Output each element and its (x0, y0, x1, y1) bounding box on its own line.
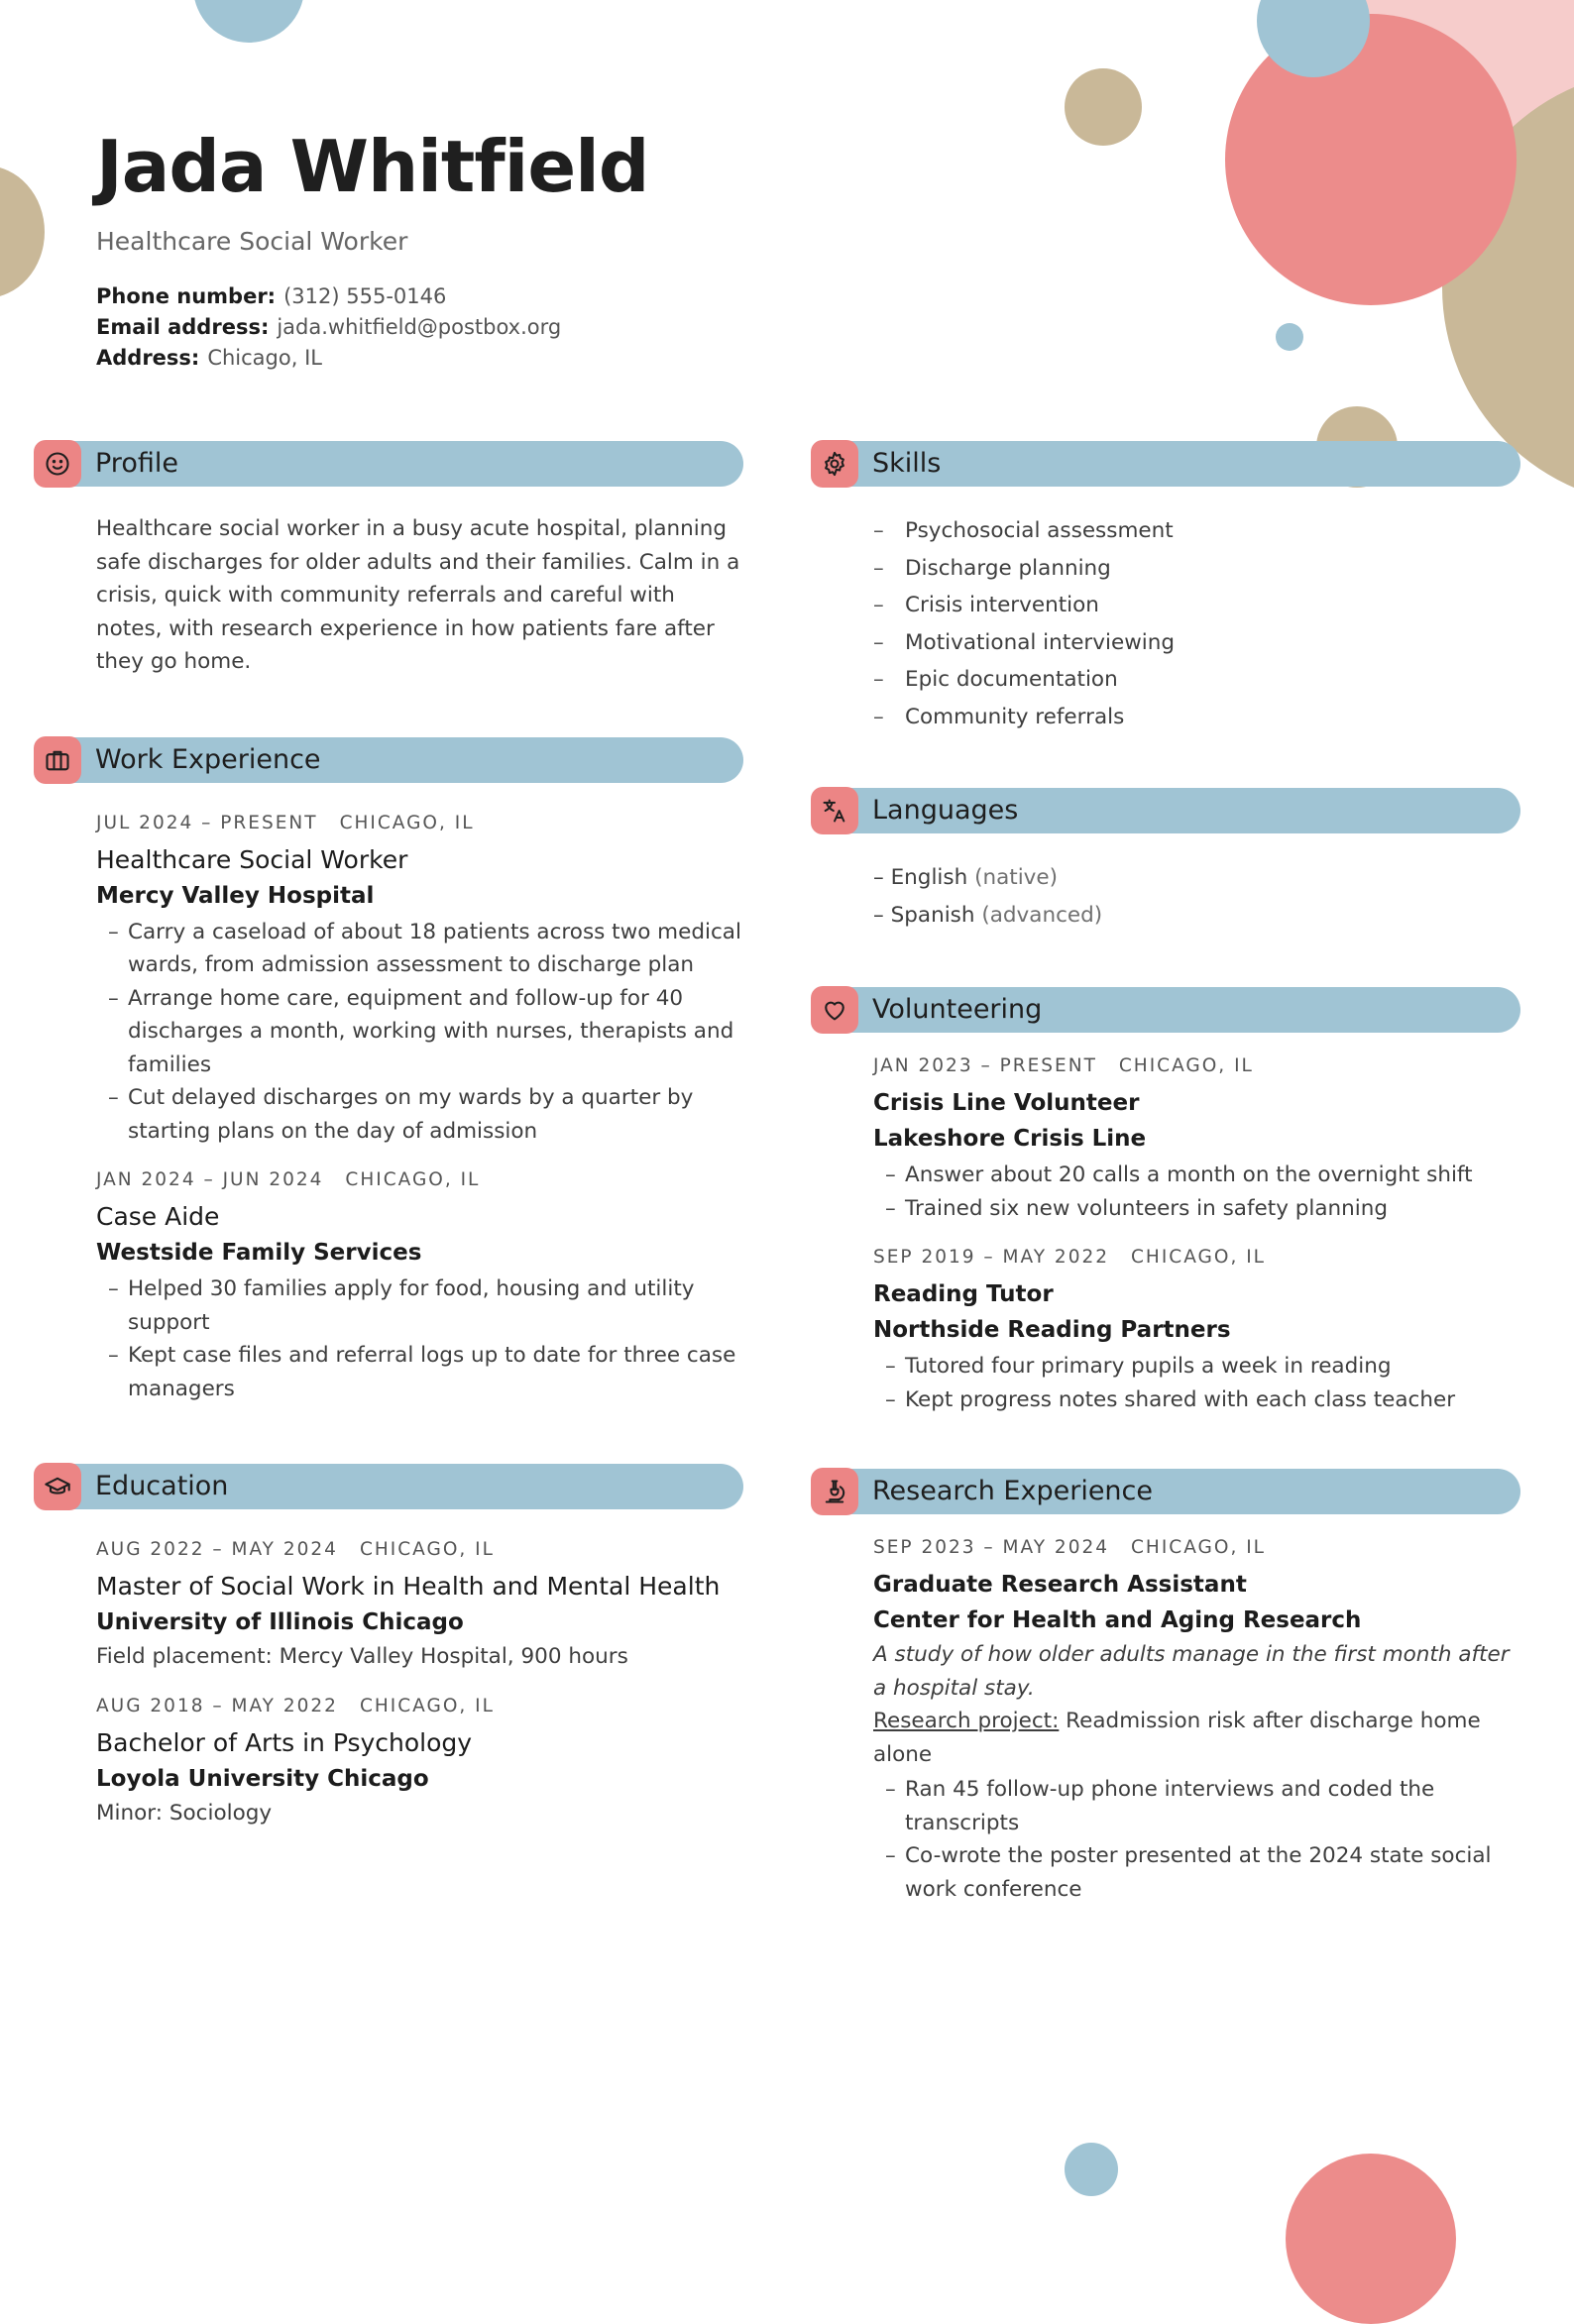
entry-dates: SEP 2019 – MAY 2022 (873, 1247, 1110, 1268)
languages-list (873, 859, 1520, 935)
contact-label: Phone number: (96, 284, 277, 308)
graduation-cap-icon (34, 1463, 81, 1510)
list-item: – Psychosocial assessment (873, 512, 1520, 550)
entry-note: Field placement: Mercy Valley Hospital, 900 hours (96, 1644, 628, 1669)
gear-icon (811, 440, 858, 488)
list-item: – Epic documentation (873, 661, 1520, 699)
section-header (811, 1468, 1520, 1515)
translate-icon (811, 787, 858, 834)
list-item: – Discharge planning (873, 550, 1520, 588)
list-item: – Cut delayed discharges on my wards by a quarter by starting plans on the day of admission (108, 1081, 743, 1148)
contact-details (96, 281, 988, 374)
left-column (34, 440, 743, 1887)
entry-meta (873, 1533, 1520, 1563)
list-item: – Answer about 20 calls a month on the overnight shift (885, 1159, 1520, 1192)
entry-meta (96, 1692, 743, 1721)
research-section (811, 1468, 1520, 1906)
skills-section (811, 440, 1520, 735)
entry-dates: SEP 2023 – MAY 2024 (873, 1537, 1110, 1558)
research-project (873, 1705, 1520, 1771)
language-name: English (890, 865, 968, 890)
research-project-text: Readmission risk after discharge home alone (873, 1709, 1481, 1767)
decor-circle-tan-small (1065, 68, 1142, 146)
decor-circle-pink-bottom (1286, 2154, 1456, 2324)
list-item: – Helped 30 families apply for food, housing and utility support (108, 1273, 743, 1339)
work-experience-section (34, 736, 743, 1406)
decor-circle-blue-bottom (1065, 2143, 1118, 2196)
entry-org: Westside Family Services (96, 1240, 422, 1266)
list-item: – Ran 45 follow-up phone interviews and coded the transcripts (885, 1773, 1520, 1839)
entry-org: Northside Reading Partners (873, 1317, 1231, 1343)
decor-circle-blue-tiny (1276, 323, 1303, 351)
volunteer-entry (873, 1051, 1520, 1225)
skills-list (873, 512, 1520, 735)
language-level: (native) (974, 865, 1059, 890)
contact-label: Email address: (96, 315, 270, 339)
entry-location: CHICAGO, IL (345, 1169, 481, 1190)
volunteering-entries (873, 1051, 1520, 1416)
entry-school: University of Illinois Chicago (96, 1609, 464, 1635)
education-section (34, 1463, 743, 1829)
work-entries (96, 809, 743, 1406)
section-title: Profile (95, 448, 178, 479)
entry-location: CHICAGO, IL (1131, 1537, 1266, 1558)
section-header (34, 440, 743, 488)
entry-dates: AUG 2018 – MAY 2022 (96, 1695, 338, 1716)
entry-meta (96, 809, 743, 838)
list-item: – Kept progress notes shared with each class teacher (885, 1383, 1520, 1417)
entry-title: Healthcare Social Worker (96, 844, 408, 874)
entry-meta (96, 1535, 743, 1565)
section-header (34, 736, 743, 784)
list-item: – Arrange home care, equipment and follow-up for 40 discharges a month, working with nurses, therapists and families (108, 982, 743, 1082)
section-header (34, 1463, 743, 1510)
decor-circle-pink-large (1225, 14, 1517, 305)
entry-note: Minor: Sociology (96, 1800, 273, 1826)
candidate-name: Jada Whitfield (96, 125, 649, 208)
list-item: – Carry a caseload of about 18 patients across two medical wards, from admission assessment to discharge plan (108, 916, 743, 982)
entry-org: Lakeshore Crisis Line (873, 1126, 1147, 1152)
entry-org: Mercy Valley Hospital (96, 882, 375, 909)
entry-bullets (885, 1773, 1520, 1906)
work-entry (96, 1165, 743, 1405)
briefcase-icon (34, 736, 81, 784)
list-item: – Motivational interviewing (873, 624, 1520, 662)
contact-value: (312) 555-0146 (283, 284, 447, 308)
entry-bullets (108, 1273, 743, 1405)
entry-meta (873, 1051, 1520, 1081)
contact-label: Address: (96, 346, 200, 370)
entry-title: Reading Tutor (873, 1281, 1054, 1307)
language-item: – Spanish (advanced) (873, 903, 1103, 928)
list-item: – Kept case files and referral logs up to date for three case managers (108, 1339, 743, 1405)
section-header (811, 787, 1520, 834)
skills-body (873, 512, 1520, 735)
entry-school: Loyola University Chicago (96, 1765, 429, 1792)
entry-location: CHICAGO, IL (1118, 1055, 1254, 1076)
entry-dates: JAN 2024 – JUN 2024 (96, 1169, 324, 1190)
microscope-icon (811, 1468, 858, 1515)
work-entry (96, 809, 743, 1149)
language-item: – English (native) (873, 865, 1059, 890)
entry-dates: AUG 2022 – MAY 2024 (96, 1539, 338, 1560)
list-item: – Co-wrote the poster presented at the 2024 state social work conference (885, 1839, 1520, 1906)
entry-org: Center for Health and Aging Research (873, 1607, 1362, 1633)
section-title: Research Experience (872, 1476, 1153, 1506)
entry-bullets (108, 916, 743, 1149)
research-project-label: Research project: (873, 1709, 1060, 1733)
section-title: Volunteering (872, 994, 1043, 1025)
smile-icon (34, 440, 81, 488)
entry-location: CHICAGO, IL (1131, 1247, 1266, 1268)
entry-location: CHICAGO, IL (339, 812, 475, 833)
contact-email (96, 312, 988, 343)
section-title: Languages (872, 795, 1019, 826)
entry-degree: Bachelor of Arts in Psychology (96, 1727, 473, 1757)
profile-text: Healthcare social worker in a busy acute hospital, planning safe discharges for older adults and their families. Calm in a crisis, quick with community referrals and careful with notes, with research experience in how patients fare after they go home. (96, 516, 740, 674)
languages-section (811, 787, 1520, 935)
entry-title: Case Aide (96, 1202, 220, 1231)
research-entry (873, 1533, 1520, 1906)
list-item: – Trained six new volunteers in safety planning (885, 1192, 1520, 1226)
volunteering-section (811, 986, 1520, 1416)
heart-icon (811, 986, 858, 1034)
list-item: – Community referrals (873, 699, 1520, 736)
entry-dates: JUL 2024 – PRESENT (96, 812, 318, 833)
candidate-title: Healthcare Social Worker (96, 227, 408, 256)
profile-section (34, 440, 743, 679)
list-item: – Tutored four primary pupils a week in reading (885, 1350, 1520, 1383)
education-entry (96, 1535, 743, 1674)
section-title: Skills (872, 448, 942, 479)
language-name: Spanish (890, 903, 975, 928)
right-column (811, 440, 1520, 1963)
section-header (811, 986, 1520, 1034)
entry-title: Crisis Line Volunteer (873, 1090, 1140, 1116)
entry-location: CHICAGO, IL (359, 1695, 495, 1716)
entry-bullets (885, 1159, 1520, 1225)
education-entry (96, 1692, 743, 1830)
entry-degree: Master of Social Work in Health and Mental Health (96, 1572, 721, 1601)
contact-address (96, 343, 988, 374)
list-item: – Crisis intervention (873, 587, 1520, 624)
section-title: Work Experience (95, 743, 321, 775)
resume-header (96, 117, 988, 374)
research-description: A study of how older adults manage in the first month after a hospital stay. (873, 1642, 1510, 1701)
decor-circle-tan-left (0, 166, 45, 298)
entry-title: Graduate Research Assistant (873, 1572, 1247, 1598)
education-entries (96, 1535, 743, 1829)
entry-meta (873, 1243, 1520, 1273)
section-title: Education (95, 1471, 229, 1501)
entry-location: CHICAGO, IL (359, 1539, 495, 1560)
language-level: (advanced) (981, 903, 1103, 928)
decor-circle-blue-top (193, 0, 304, 43)
contact-phone (96, 281, 988, 312)
entry-bullets (885, 1350, 1520, 1416)
volunteer-entry (873, 1243, 1520, 1416)
contact-value: Chicago, IL (207, 346, 322, 370)
section-header (811, 440, 1520, 488)
entry-dates: JAN 2023 – PRESENT (873, 1055, 1097, 1076)
entry-meta (96, 1165, 743, 1195)
contact-value: jada.whitfield@postbox.org (277, 315, 562, 339)
